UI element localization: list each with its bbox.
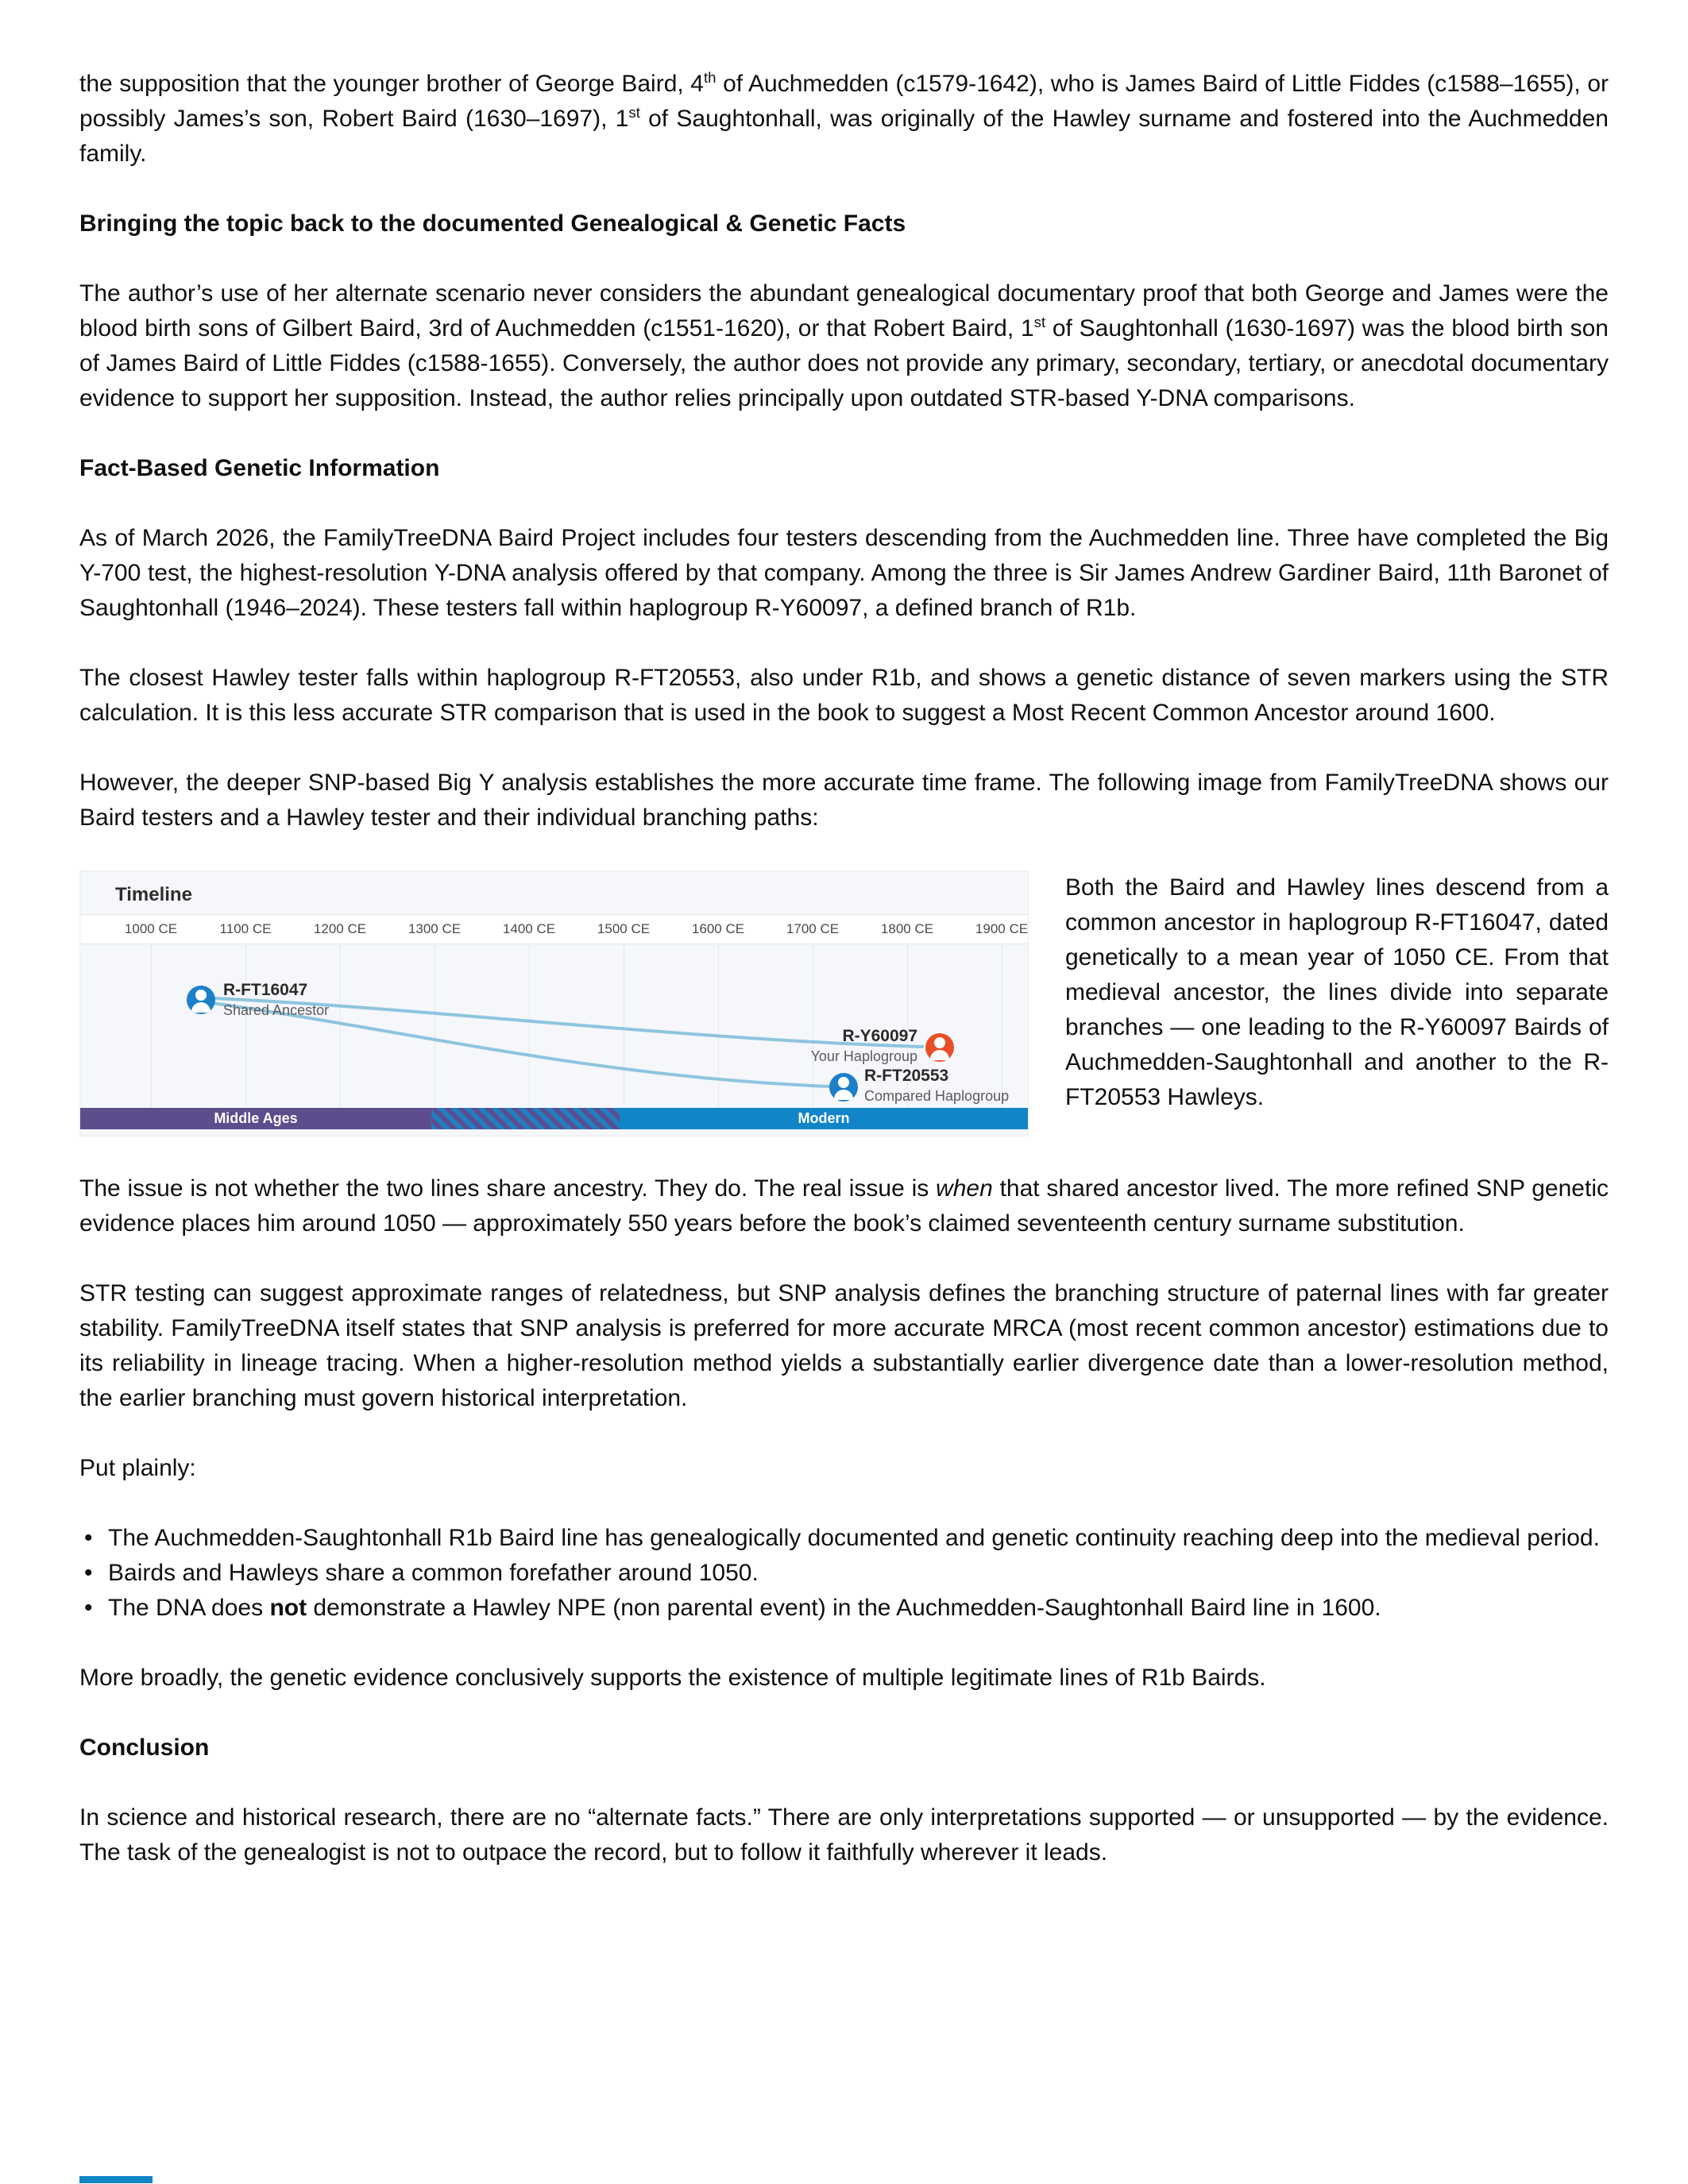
shared-ancestor-label bbox=[223, 979, 329, 1021]
cropped-image-fragment bbox=[79, 2176, 153, 2183]
era-band bbox=[80, 1108, 1028, 1129]
haplogroup-name: R-FT20553 bbox=[864, 1067, 949, 1085]
era-transition-hatch bbox=[431, 1108, 620, 1129]
paragraph-conclusion: In science and historical research, there are no “alternate facts.” There are only interpretations supported — or unsupported — by the evidence. The task of the genealogist is not to outpace the record, but to follow it faithfully wherever it leads. bbox=[79, 1804, 1609, 1866]
your-haplogroup-label bbox=[811, 1025, 917, 1067]
paragraph-more-broadly: More broadly, the genetic evidence conclusively supports the existence of multiple legitimate lines of R1b Bairds. bbox=[79, 1665, 1266, 1691]
paragraph-hawley-tester: The closest Hawley tester falls within haplogroup R-FT20553, also under R1b, and shows a genetic distance of seven markers using the STR calculation. It is this less accurate STR comparison that is used in the book to suggest a Most Recent Common Ancestor around 1600. bbox=[79, 665, 1609, 726]
section-heading-fact-based-genetic-information: Fact-Based Genetic Information bbox=[79, 455, 440, 481]
section-heading-conclusion: Conclusion bbox=[79, 1734, 210, 1761]
bullet-item: • Bairds and Hawleys share a common forefather around 1050. bbox=[79, 1556, 1609, 1591]
paragraph-beside-chart: Both the Baird and Hawley lines descend from a common ancestor in haplogroup R-FT16047, dated genetically to a mean year of 1050 CE. From that medieval ancestor, the lines divide into separate branches — one leading to the R-Y60097 Bairds of Auchmedden-Saughtonhall and another to the R-FT20553 Hawleys. bbox=[1065, 874, 1609, 1110]
paragraph-real-issue: The issue is not whether the two lines share ancestry. They do. The real issue is when that shared ancestor lived. The more refined SNP genetic evidence places him around 1050 — approximately 550 years before the book’s claimed seventeenth century surname substitution. bbox=[79, 1175, 1609, 1237]
axis-tick: 1300 CE bbox=[408, 921, 462, 936]
haplogroup-name: R-FT16047 bbox=[223, 981, 308, 999]
chart-title: Timeline bbox=[115, 884, 192, 905]
paragraph-str-vs-snp: STR testing can suggest approximate ranges of relatedness, but SNP analysis defines the branching structure of paternal lines with far greater stability. FamilyTreeDNA itself states that SNP analysis is preferred for more accurate MRCA (most recent common ancestor) estimations due to its reliability in lineage tracing. When a higher-resolution method yields a substantially earlier divergence date than a lower-resolution method, the earlier branching must govern historical interpretation. bbox=[79, 1280, 1609, 1411]
haplogroup-sublabel: Shared Ancestor bbox=[223, 1002, 330, 1018]
axis-tick: 1000 CE bbox=[124, 921, 178, 936]
axis-tick: 1500 CE bbox=[597, 921, 651, 936]
axis-tick: 1100 CE bbox=[219, 921, 272, 936]
paragraph-continuation: the supposition that the younger brother of George Baird, 4th of Auchmedden (c1579-1642), who is James Baird of Little Fiddes (c1588–1655), or possibly James’s son, Robert Baird (1630–1697), 1st of Saughtonhall, was originally of the Hawley surname and fostered into the Auchmedden family. bbox=[79, 69, 1609, 167]
your-haplogroup-person-icon bbox=[925, 1033, 954, 1062]
ftdna-timeline-chart bbox=[79, 870, 1029, 1136]
axis-tick: 1400 CE bbox=[502, 921, 556, 936]
bullet-item: • The DNA does not demonstrate a Hawley NPE (non parental event) in the Auchmedden-Saughtonhall Baird line in 1600. bbox=[79, 1591, 1609, 1626]
haplogroup-sublabel: Your Haplogroup bbox=[810, 1048, 917, 1064]
timeline-axis bbox=[80, 914, 1028, 944]
axis-tick: 1600 CE bbox=[691, 921, 745, 936]
era-middle-ages: Middle Ages bbox=[80, 1108, 431, 1129]
section-heading-genealogical-facts: Bringing the topic back to the documented Genealogical & Genetic Facts bbox=[79, 210, 906, 237]
compared-haplogroup-label bbox=[864, 1065, 1009, 1106]
paragraph-put-plainly: Put plainly: bbox=[79, 1455, 196, 1481]
bullet-item: • The Auchmedden-Saughtonhall R1b Baird line has genealogically documented and genetic continuity reaching deep into the medieval period. bbox=[79, 1521, 1609, 1556]
axis-tick: 1900 CE bbox=[975, 921, 1029, 936]
figure-row bbox=[79, 870, 1609, 1136]
compared-haplogroup-person-icon bbox=[829, 1073, 858, 1102]
haplogroup-name: R-Y60097 bbox=[842, 1027, 917, 1045]
axis-tick: 1800 CE bbox=[880, 921, 934, 936]
axis-tick: 1200 CE bbox=[313, 921, 367, 936]
paragraph-author-scenario: The author’s use of her alternate scenario never considers the abundant genealogical documentary proof that both George and James were the blood birth sons of Gilbert Baird, 3rd of Auchmedden (c1551-1620), or that Robert Baird, 1st of Saughtonhall (1630-1697) was the blood birth son of James Baird of Little Fiddes (c1588-1655). Conversely, the author does not provide any primary, secondary, tertiary, or anecdotal documentary evidence to support her supposition. Instead, the author relies principally upon outdated STR-based Y-DNA comparisons. bbox=[79, 280, 1609, 411]
era-modern: Modern bbox=[620, 1108, 1028, 1129]
timeline-plot bbox=[80, 943, 1029, 1108]
axis-tick: 1700 CE bbox=[786, 921, 840, 936]
shared-ancestor-person-icon bbox=[187, 986, 215, 1014]
bullet-list bbox=[79, 1521, 1609, 1626]
paragraph-baird-project: As of March 2026, the FamilyTreeDNA Baird Project includes four testers descending from the Auchmedden line. Three have completed the Big Y-700 test, the highest-resolution Y-DNA analysis offered by that company. Among the three is Sir James Andrew Gardiner Baird, 11th Baronet of Saughtonhall (1946–2024). These testers fall within haplogroup R-Y60097, a defined branch of R1b. bbox=[79, 525, 1609, 621]
paragraph-snp-intro: However, the deeper SNP-based Big Y analysis establishes the more accurate time frame. The following image from FamilyTreeDNA shows our Baird testers and a Hawley tester and their individual branching paths: bbox=[79, 770, 1609, 831]
haplogroup-sublabel: Compared Haplogroup bbox=[864, 1088, 1010, 1104]
